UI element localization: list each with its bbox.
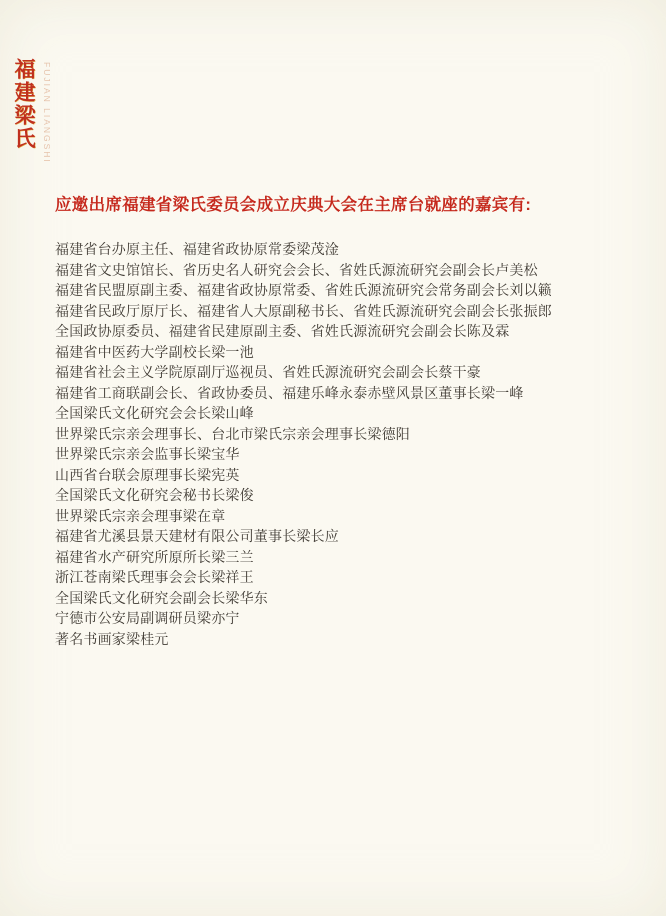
guest-list-item: 福建省社会主义学院原副厅巡视员、省姓氏源流研究会副会长蔡干豪 [55, 366, 481, 381]
guest-list-item: 福建省民政厅原厅长、福建省人大原副秘书长、省姓氏源流研究会副会长张振郎 [55, 304, 552, 320]
guest-list-item: 著名书画家梁桂元 [55, 632, 169, 648]
guest-list-item: 福建省台办原主任、福建省政协原常委梁茂淦 [55, 243, 339, 258]
guest-list-item: 福建省水产研究所原所长梁三兰 [55, 550, 254, 566]
guest-list-item: 福建省尤溪县景天建材有限公司董事长梁长应 [55, 530, 339, 545]
guest-list-item: 福建省民盟原副主委、福建省政协原常委、省姓氏源流研究会常务副会长刘以籁 [55, 284, 552, 299]
margin-series-title-english: FUJIAN LIANGSHI [42, 62, 52, 164]
guest-list-item: 世界梁氏宗亲会监事长梁宝华 [55, 448, 240, 463]
page-heading: 应邀出席福建省梁氏委员会成立庆典大会在主席台就座的嘉宾有: [55, 196, 532, 214]
guest-list-item: 山西省台联会原理事长梁宪英 [55, 468, 240, 484]
guest-list-item: 福建省文史馆馆长、省历史名人研究会会长、省姓氏源流研究会副会长卢美松 [55, 263, 538, 279]
margin-series-title-chinese: 福建梁氏 [12, 58, 37, 150]
guest-list-item: 福建省中医药大学副校长梁一池 [55, 345, 254, 361]
guest-list-item: 全国梁氏文化研究会会长梁山峰 [55, 407, 254, 422]
guest-list-item: 浙江苍南梁氏理事会会长梁祥王 [55, 571, 254, 586]
guest-list [55, 241, 615, 651]
guest-list-item: 世界梁氏宗亲会理事梁在章 [55, 509, 226, 525]
guest-list-item: 全国梁氏文化研究会秘书长梁俊 [55, 489, 254, 504]
guest-list-item: 世界梁氏宗亲会理事长、台北市梁氏宗亲会理事长梁德阳 [55, 427, 410, 443]
guest-list-item: 全国政协原委员、福建省民建原副主委、省姓氏源流研究会副会长陈及霖 [55, 325, 510, 340]
guest-list-item: 宁德市公安局副调研员梁亦宁 [55, 612, 240, 627]
guest-list-item: 全国梁氏文化研究会副会长梁华东 [55, 591, 268, 607]
guest-list-item: 福建省工商联副会长、省政协委员、福建乐峰永泰赤壁风景区董事长梁一峰 [55, 386, 524, 402]
